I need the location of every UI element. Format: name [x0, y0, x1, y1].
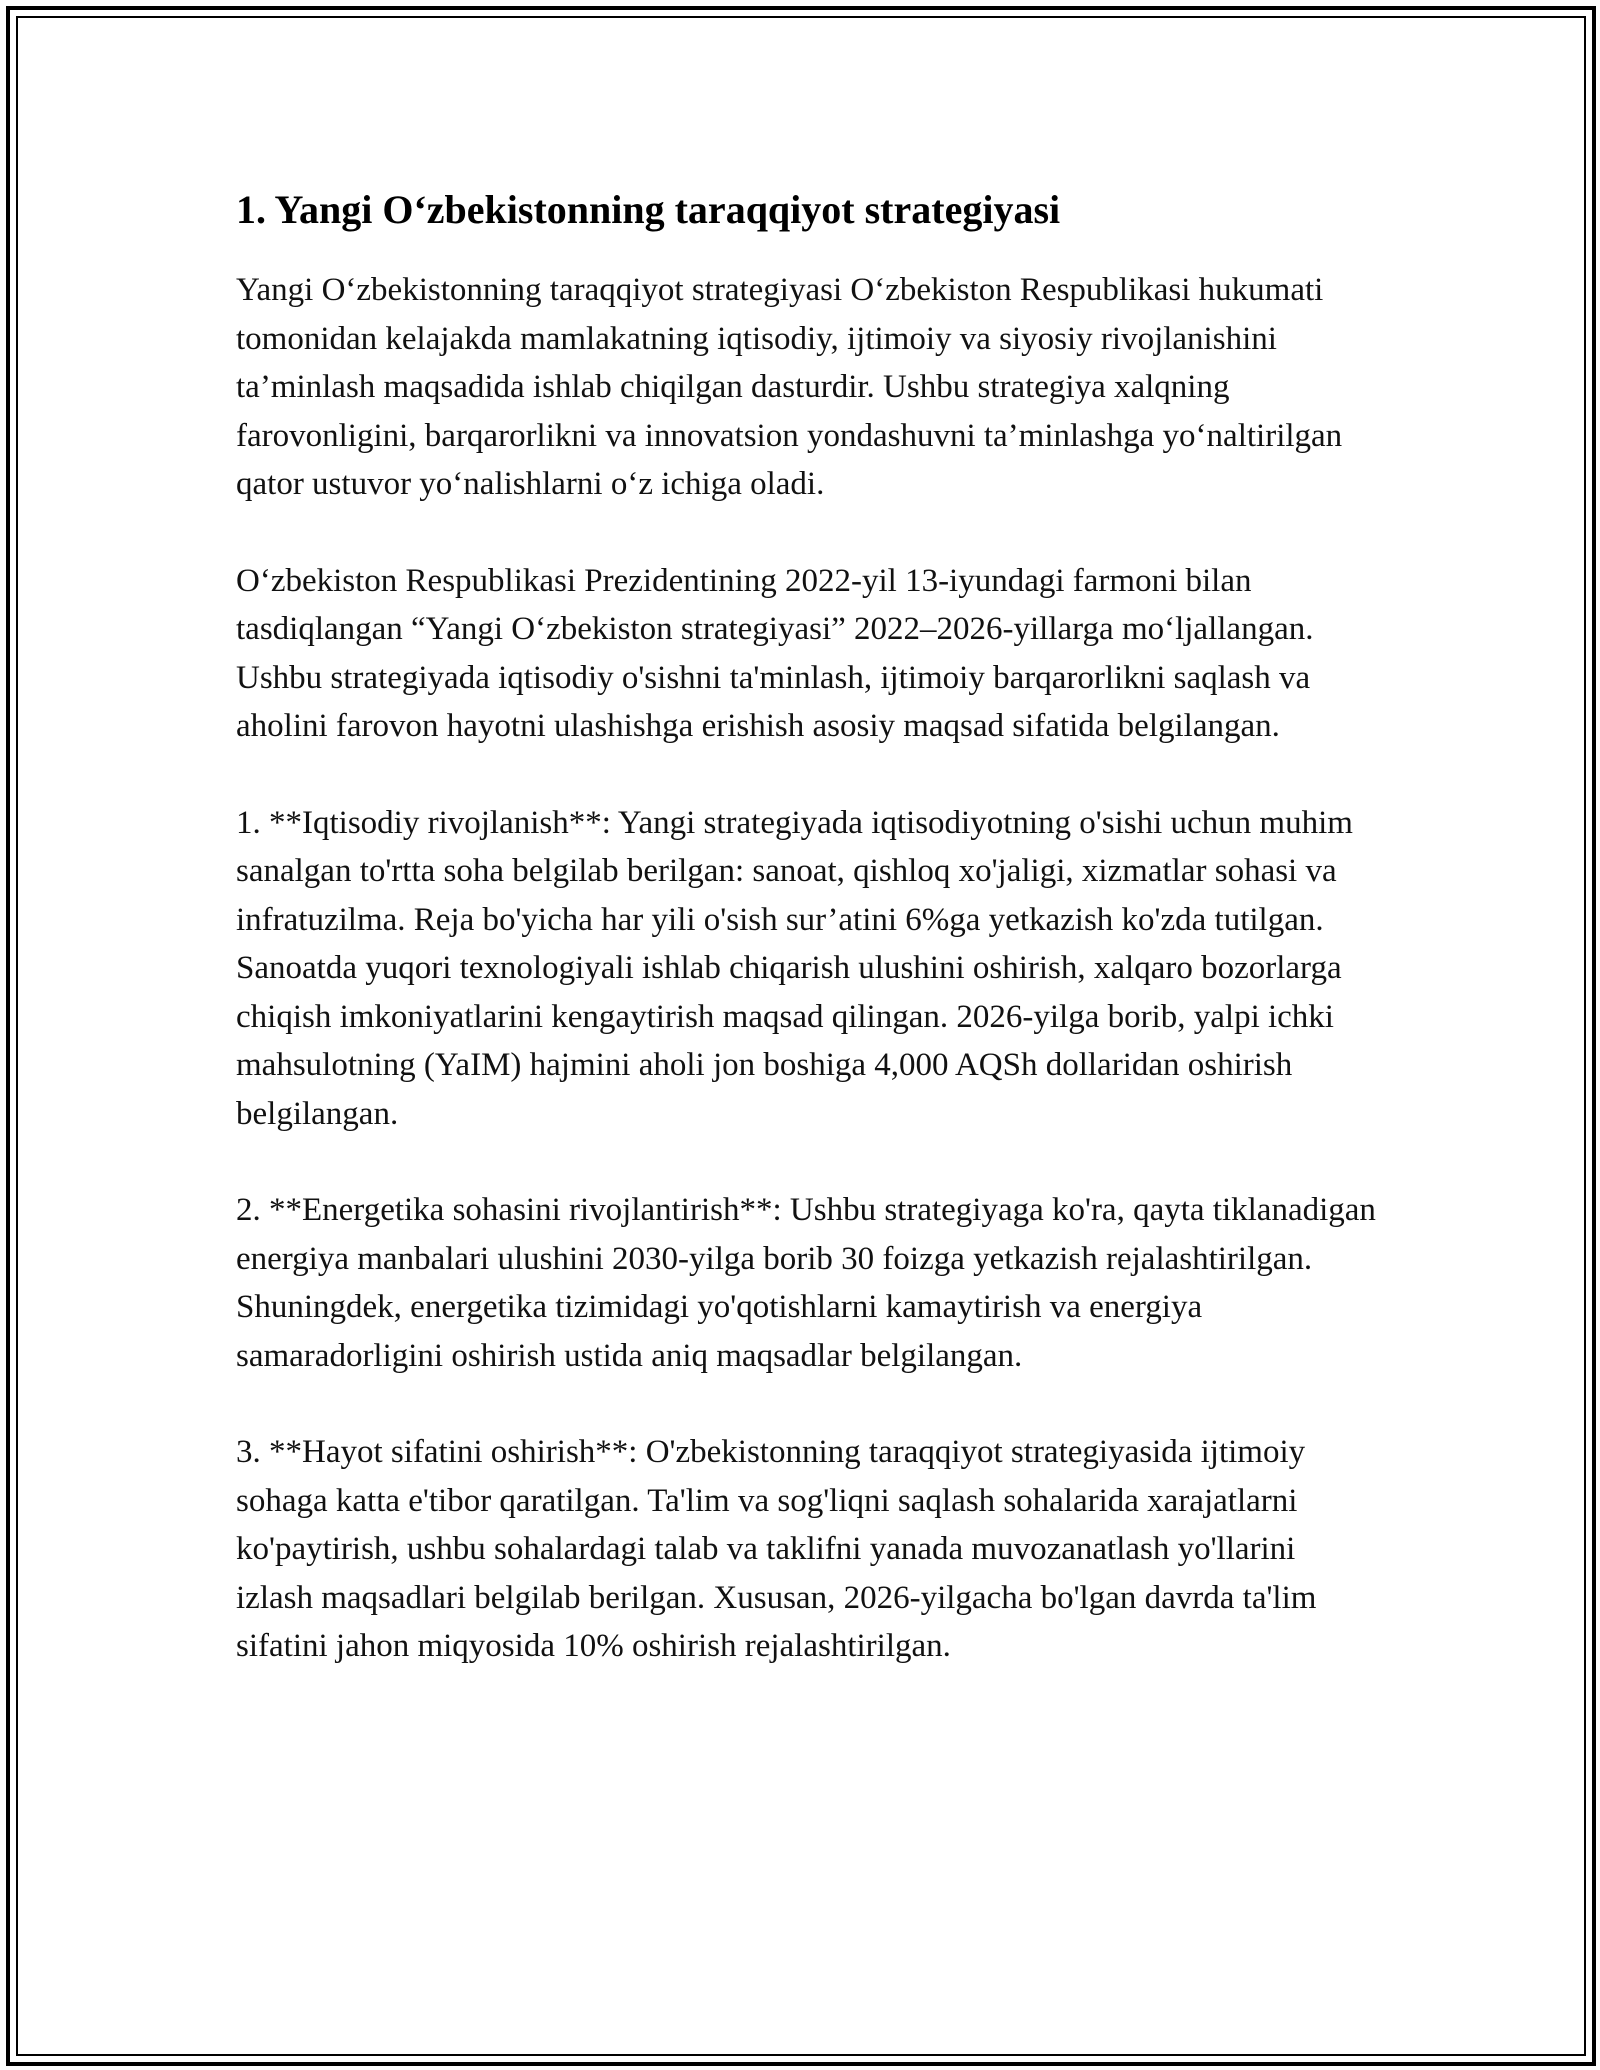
intro-paragraph: Yangi O‘zbekistonning taraqqiyot strategiyasi O‘zbekiston Respublikasi hukumati tomonidan kelajakda mamlakatning iqtisodiy, ijtimoiy va siyosiy rivojlanishini ta’minlash maqsadida ishlab chiqilgan dasturdir. Ushbu strategiya xalqning farovonligini, barqarorlikni va innovatsion yondashuvni ta’minlashga yo‘naltirilgan qator ustuvor yo‘nalishlarni o‘z ichiga oladi. — [236, 272, 1343, 502]
decree-paragraph: O‘zbekiston Respublikasi Prezidentining 2022-yil 13-iyundagi farmoni bilan tasdiqlangan “Yangi O‘zbekiston strategiyasi” 2022–2026-yillarga mo‘ljallangan. Ushbu strategiyada iqtisodiy o'sishni ta'minlash, ijtimoiy barqarorlikni saqlash va aholini farovon hayotni ulashishga erishish asosiy maqsad sifatida belgilangan. — [236, 562, 1314, 744]
document-title: 1. Yangi O‘zbekistonning taraqqiyot strategiyasi — [236, 187, 1061, 232]
economic-development-paragraph: 1. **Iqtisodiy rivojlanish**: Yangi strategiyada iqtisodiyotning o'sishi uchun muhim sanalgan to'rtta soha belgilab berilgan: sanoat, qishloq xo'jaligi, xizmatlar sohasi va infratuzilma. Reja bo'yicha har yili o'sish sur’atini 6%ga yetkazish ko'zda tutilgan. Sanoatda yuqori texnologiyali ishlab chiqarish ulushini oshirish, xalqaro bozorlarga chiqish imkoniyatlarini kengaytirish maqsad qilingan. 2026-yilga borib, yalpi ichki mahsulotning (YaIM) hajmini aholi jon boshiga 4,000 AQSh dollaridan oshirish belgilangan. — [236, 804, 1353, 1132]
document-body — [236, 184, 1376, 1719]
energy-development-paragraph: 2. **Energetika sohasini rivojlantirish**: Ushbu strategiyaga ko'ra, qayta tiklanadigan energiya manbalari ulushini 2030-yilga borib 30 foizga yetkazish rejalashtirilgan. Shuningdek, energetika tizimidagi yo'qotishlarni kamaytirish va energiya samaradorligini oshirish ustida aniq maqsadlar belgilangan. — [236, 1192, 1376, 1374]
quality-of-life-paragraph: 3. **Hayot sifatini oshirish**: O'zbekistonning taraqqiyot strategiyasida ijtimoiy sohaga katta e'tibor qaratilgan. Ta'lim va sog'liqni saqlash sohalarida xarajatlarni ko'paytirish, ushbu sohalardagi talab va taklifni yanada muvozanatlash yo'llarini izlash maqsadlari belgilab berilgan. Xususan, 2026-yilgacha bo'lgan davrda ta'lim sifatini jahon miqyosida 10% oshirish rejalashtirilgan. — [236, 1434, 1317, 1664]
